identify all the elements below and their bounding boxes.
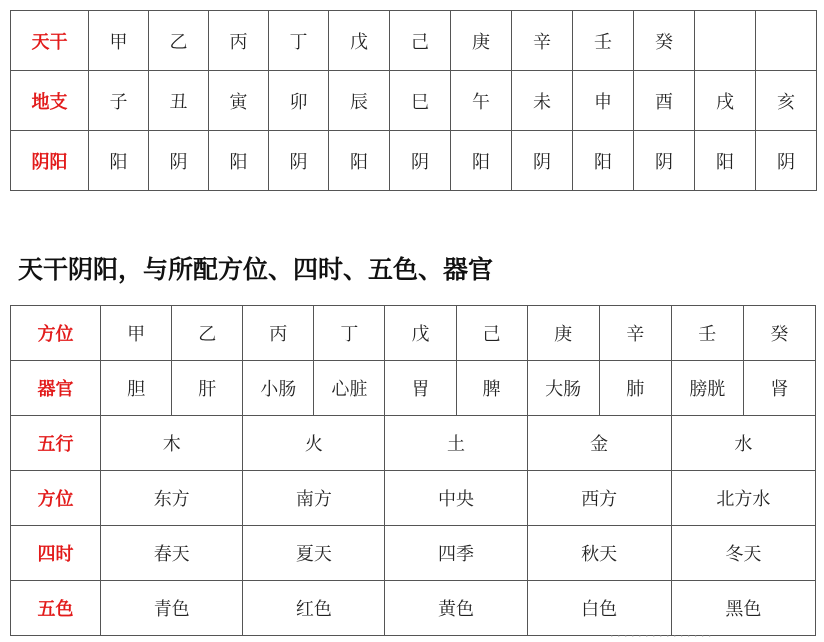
table-cell: 黑色 [671, 581, 815, 636]
row-header: 器官 [11, 361, 101, 416]
watermark: · · · · · · · · · · · · · · · [610, 630, 712, 642]
row-header: 地支 [11, 71, 89, 131]
table-row [11, 416, 816, 471]
row-header: 四时 [11, 526, 101, 581]
table-row [11, 71, 817, 131]
table-cell: 辛 [599, 306, 671, 361]
table-cell: 阳 [89, 131, 149, 191]
table-cell: 肝 [172, 361, 243, 416]
table-cell: 红色 [243, 581, 385, 636]
table-cell: 戊 [385, 306, 456, 361]
stems-branches-table [10, 10, 817, 191]
table-cell: 酉 [634, 71, 695, 131]
row-header: 方位 [11, 306, 101, 361]
table-cell: 胃 [385, 361, 456, 416]
table-row [11, 526, 816, 581]
table-cell: 阴 [756, 131, 817, 191]
table-cell: 白色 [527, 581, 671, 636]
table-cell: 丙 [209, 11, 269, 71]
table-cell: 阴 [390, 131, 451, 191]
table-cell: 辛 [512, 11, 573, 71]
table-cell: 肺 [599, 361, 671, 416]
table-cell: 丙 [243, 306, 314, 361]
table-cell: 子 [89, 71, 149, 131]
correspondence-table [10, 305, 816, 636]
table-cell: 水 [671, 416, 815, 471]
table-cell: 阴 [512, 131, 573, 191]
table-cell: 胆 [101, 361, 172, 416]
table-cell: 己 [390, 11, 451, 71]
table-cell: 阳 [573, 131, 634, 191]
table-cell: 心脏 [314, 361, 385, 416]
table-cell: 大肠 [527, 361, 599, 416]
table-cell: 庚 [451, 11, 512, 71]
table-cell: 阳 [451, 131, 512, 191]
table-cell: 东方 [101, 471, 243, 526]
table-cell: 辰 [329, 71, 390, 131]
table-cell: 卯 [269, 71, 329, 131]
table-cell: 午 [451, 71, 512, 131]
table-cell: 阳 [209, 131, 269, 191]
table-cell: 阳 [329, 131, 390, 191]
table-cell: 肾 [743, 361, 815, 416]
table-row [11, 361, 816, 416]
table-cell: 未 [512, 71, 573, 131]
table-cell: 火 [243, 416, 385, 471]
table-cell: 丁 [269, 11, 329, 71]
table-cell: 北方水 [671, 471, 815, 526]
table-cell: 壬 [671, 306, 743, 361]
table-cell: 庚 [527, 306, 599, 361]
table-cell: 中央 [385, 471, 527, 526]
section-title: 天干阴阳，与所配方位、四时、五色、器官 [18, 255, 494, 284]
table-cell: 青色 [101, 581, 243, 636]
table-cell: 冬天 [671, 526, 815, 581]
table-cell: 小肠 [243, 361, 314, 416]
table-cell: 癸 [634, 11, 695, 71]
table-cell: 寅 [209, 71, 269, 131]
table-cell: 西方 [527, 471, 671, 526]
table-row [11, 131, 817, 191]
row-header: 天干 [11, 11, 89, 71]
table-row [11, 306, 816, 361]
table-cell: 夏天 [243, 526, 385, 581]
table-cell: 丁 [314, 306, 385, 361]
row-header: 方位 [11, 471, 101, 526]
table-cell: 木 [101, 416, 243, 471]
row-header: 五色 [11, 581, 101, 636]
table-cell: 己 [456, 306, 527, 361]
table-cell: 土 [385, 416, 527, 471]
table-cell [756, 11, 817, 71]
table-cell: 申 [573, 71, 634, 131]
table-cell: 戊 [329, 11, 390, 71]
table-cell [695, 11, 756, 71]
table-row [11, 471, 816, 526]
table-row [11, 581, 816, 636]
table-cell: 南方 [243, 471, 385, 526]
table-cell: 阴 [634, 131, 695, 191]
table-cell: 金 [527, 416, 671, 471]
row-header: 阴阳 [11, 131, 89, 191]
table-cell: 乙 [149, 11, 209, 71]
table-cell: 甲 [101, 306, 172, 361]
table-cell: 春天 [101, 526, 243, 581]
table-cell: 巳 [390, 71, 451, 131]
table-cell: 乙 [172, 306, 243, 361]
row-header: 五行 [11, 416, 101, 471]
table-cell: 亥 [756, 71, 817, 131]
table-cell: 阴 [149, 131, 209, 191]
table-cell: 膀胱 [671, 361, 743, 416]
table-cell: 癸 [743, 306, 815, 361]
table-cell: 戌 [695, 71, 756, 131]
table-cell: 秋天 [527, 526, 671, 581]
table-row [11, 11, 817, 71]
table-cell: 脾 [456, 361, 527, 416]
table-cell: 阴 [269, 131, 329, 191]
table-cell: 甲 [89, 11, 149, 71]
table-cell: 丑 [149, 71, 209, 131]
table-cell: 黄色 [385, 581, 527, 636]
table-cell: 阳 [695, 131, 756, 191]
table-cell: 壬 [573, 11, 634, 71]
table-cell: 四季 [385, 526, 527, 581]
